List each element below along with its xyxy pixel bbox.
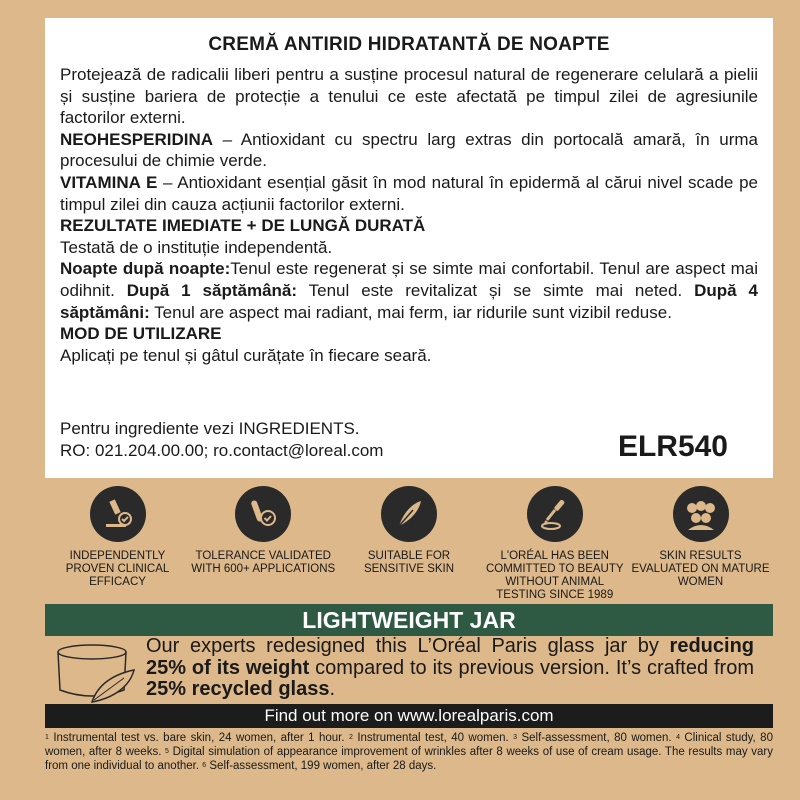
claim-caption: INDEPENDENTLY PROVEN CLINICAL EFFICACY [65,550,170,588]
neohesperidina-label: NEOHESPERIDINA [60,129,214,149]
usage-text: Aplicați pe tenul și gâtul curățate în fiecare seară. [60,345,432,365]
usage-heading-text: MOD DE UTILIZARE [60,324,222,344]
claim-clinical-efficacy [45,486,190,602]
fn-num: 1 [45,734,49,741]
fn-text: Self-assessment, 80 women. [517,732,677,744]
fn-num: 5 [165,748,169,755]
neohesperidina-text: – Antioxidant cu spectru larg extras din portocală amară, în urma procesului de chimie verde. [60,129,758,171]
claim-sensitive-skin [337,486,482,602]
fn-num: 4 [676,734,680,741]
claim-no-animal-testing [482,486,627,602]
footnotes [45,731,773,773]
jar-text-b: reducing 25% of its weight [146,635,754,679]
week1-text: Tenul este revitalizat și se simte mai neted. [297,280,695,300]
fn-num: 6 [202,762,207,769]
week4-text: Tenul are aspect mai radiant, mai ferm, iar ridurile sunt vizibil reduse. [149,302,672,322]
results-paragraph [60,258,758,323]
dropper-icon [527,486,583,542]
tested-text: Testată de o instituție independentă. [60,237,333,257]
claim-caption: TOLERANCE VALIDATED WITH 600+ APPLICATIONS [191,550,336,575]
product-title: CREMĂ ANTIRID HIDRATANTĂ DE NOAPTE [208,34,610,55]
jar-text-d: 25% recycled glass [146,678,330,700]
description-block [60,64,758,366]
jar-text-c: compared to its previous version. It’s crafted from [309,656,755,679]
jar-text-a: Our experts redesigned this L’Oréal Paris glass jar by [146,635,670,657]
week1-label: După 1 săptămână: [126,280,298,300]
fn-text: Instrumental test vs. bare skin, 24 women, after 1 hour. [48,732,349,744]
usage-heading [60,323,758,345]
website-link[interactable]: Find out more on www.lorealparis.com [45,704,773,728]
microscope-check-icon [90,486,146,542]
fn-text: Self-assessment, 199 women, after 28 days. [206,760,437,772]
vitamina-paragraph [60,172,758,215]
jar-text-e: . [329,678,336,700]
info-panel [45,18,773,478]
night-label: Noapte după noapte: [60,259,231,279]
claim-caption: SUITABLE FOR SENSITIVE SKIN [363,550,455,575]
claims-icons-row [45,486,773,602]
results-heading-text: REZULTATE IMEDIATE + DE LUNGĂ DURATĂ [60,216,426,236]
fn-text: Digital simulation of appearance improvement of wrinkles after 8 weeks of use of cream usage. The results may vary from one individual to another. [45,746,773,772]
claim-caption: SKIN RESULTS EVALUATED ON MATURE WOMEN [631,550,770,588]
jar-leaf-icon [52,640,142,710]
results-heading [60,215,758,237]
product-code: ELR540 [617,430,728,463]
fn-num: 2 [348,734,353,741]
vitamina-text: – Antioxidant esențial găsit în mod natural în epidermă al cărui nivel scade pe timpul zilei din cauza acțiunii factorilor externi. [60,172,758,214]
contact-info: RO: 021.204.00.00; ro.contact@loreal.com [60,441,384,460]
fn-text: Clinical study, 80 women, after 8 weeks. [45,732,773,758]
claim-mature-women [628,486,773,602]
feather-icon [381,486,437,542]
fn-text: Instrumental test, 40 women. [352,732,514,744]
contact-block [60,418,383,462]
women-group-icon [673,486,729,542]
neohesperidina-paragraph [60,129,758,172]
claim-tolerance [191,486,336,602]
claim-caption: L'ORÉAL HAS BEEN COMMITTED TO BEAUTY WITHOUT ANIMAL TESTING SINCE 1989 [485,550,624,601]
test-tube-check-icon [235,486,291,542]
ingredients-note: Pentru ingrediente vezi INGREDIENTS. [60,419,360,438]
jar-description [146,636,754,701]
night-text: Tenul este regenerat și se simte mai confortabil. Tenul are aspect mai odihnit. [60,259,758,300]
week4-label: După 4 săptămâni: [60,280,758,322]
fn-num: 3 [513,734,518,741]
vitamina-label: VITAMINA E [60,172,158,192]
lightweight-jar-banner: LIGHTWEIGHT JAR [45,604,773,636]
intro-text: Protejează de radicalii liberi pentru a susține procesul natural de regenerare celulară a pielii și susține bariera de protecție a tenului ce este afectată pe timpul zilei de agresiunile factorilor externi. [60,65,758,128]
